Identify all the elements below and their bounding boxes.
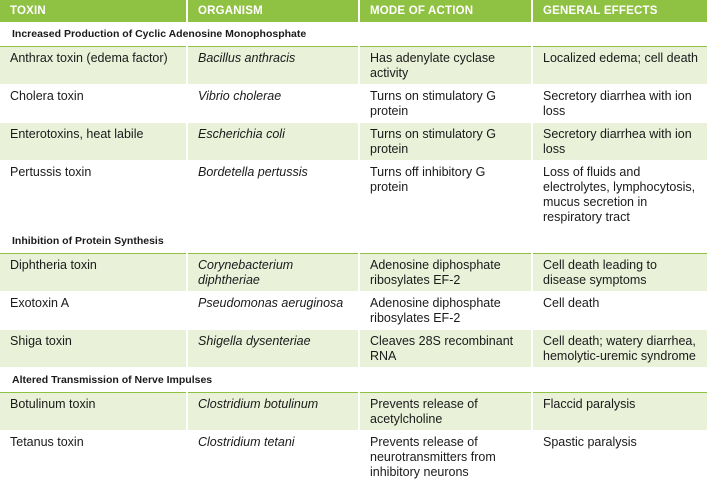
table-row: [0, 123, 707, 161]
table-row: [0, 292, 707, 330]
cell-effects: Cell death: [532, 292, 707, 330]
cell-effects: Secretory diarrhea with ion loss: [532, 123, 707, 161]
cell-organism: Shigella dysenteriae: [187, 330, 359, 368]
cell-effects: Localized edema; cell death: [532, 47, 707, 85]
cell-toxin: Tetanus toxin: [0, 431, 187, 484]
cell-toxin: Anthrax toxin (edema factor): [0, 47, 187, 85]
table-row: [0, 161, 707, 229]
cell-mode: Turns on stimulatory G protein: [359, 85, 532, 123]
cell-mode: Adenosine diphosphate ribosylates EF-2: [359, 292, 532, 330]
section-title: Increased Production of Cyclic Adenosine Monophosphate: [0, 22, 707, 47]
cell-toxin: Exotoxin A: [0, 292, 187, 330]
cell-toxin: Enterotoxins, heat labile: [0, 123, 187, 161]
header-toxin: TOXIN: [0, 0, 187, 22]
cell-organism: Pseudomonas aeruginosa: [187, 292, 359, 330]
table-row: [0, 47, 707, 85]
cell-organism: Bacillus anthracis: [187, 47, 359, 85]
table-row: [0, 431, 707, 484]
header-general-effects: GENERAL EFFECTS: [532, 0, 707, 22]
cell-organism: Bordetella pertussis: [187, 161, 359, 229]
section-title: Altered Transmission of Nerve Impulses: [0, 368, 707, 393]
section-header: [0, 368, 707, 393]
cell-effects: Cell death; watery diarrhea, hemolytic-uremic syndrome: [532, 330, 707, 368]
header-row: [0, 0, 707, 22]
cell-effects: Cell death leading to disease symptoms: [532, 254, 707, 292]
cell-toxin: Diphtheria toxin: [0, 254, 187, 292]
cell-effects: Secretory diarrhea with ion loss: [532, 85, 707, 123]
table-row: [0, 254, 707, 292]
header-organism: ORGANISM: [187, 0, 359, 22]
cell-mode: Has adenylate cyclase activity: [359, 47, 532, 85]
header-mode-of-action: MODE OF ACTION: [359, 0, 532, 22]
cell-organism: Vibrio cholerae: [187, 85, 359, 123]
cell-toxin: Botulinum toxin: [0, 393, 187, 431]
cell-mode: Turns off inhibitory G protein: [359, 161, 532, 229]
cell-toxin: Shiga toxin: [0, 330, 187, 368]
table-row: [0, 393, 707, 431]
cell-effects: Flaccid paralysis: [532, 393, 707, 431]
cell-mode: Turns on stimulatory G protein: [359, 123, 532, 161]
cell-organism: Escherichia coli: [187, 123, 359, 161]
cell-toxin: Pertussis toxin: [0, 161, 187, 229]
cell-toxin: Cholera toxin: [0, 85, 187, 123]
section-header: [0, 229, 707, 254]
cell-organism: Clostridium botulinum: [187, 393, 359, 431]
cell-organism: Clostridium tetani: [187, 431, 359, 484]
cell-mode: Cleaves 28S recombinant RNA: [359, 330, 532, 368]
cell-mode: Prevents release of neurotransmitters from inhibitory neurons: [359, 431, 532, 484]
cell-organism: Corynebacterium diphtheriae: [187, 254, 359, 292]
cell-mode: Prevents release of acetylcholine: [359, 393, 532, 431]
section-title: Inhibition of Protein Synthesis: [0, 229, 707, 254]
table-row: [0, 85, 707, 123]
cell-effects: Loss of fluids and electrolytes, lymphocytosis, mucus secretion in respiratory tract: [532, 161, 707, 229]
section-header: [0, 22, 707, 47]
table-row: [0, 330, 707, 368]
cell-mode: Adenosine diphosphate ribosylates EF-2: [359, 254, 532, 292]
cell-effects: Spastic paralysis: [532, 431, 707, 484]
